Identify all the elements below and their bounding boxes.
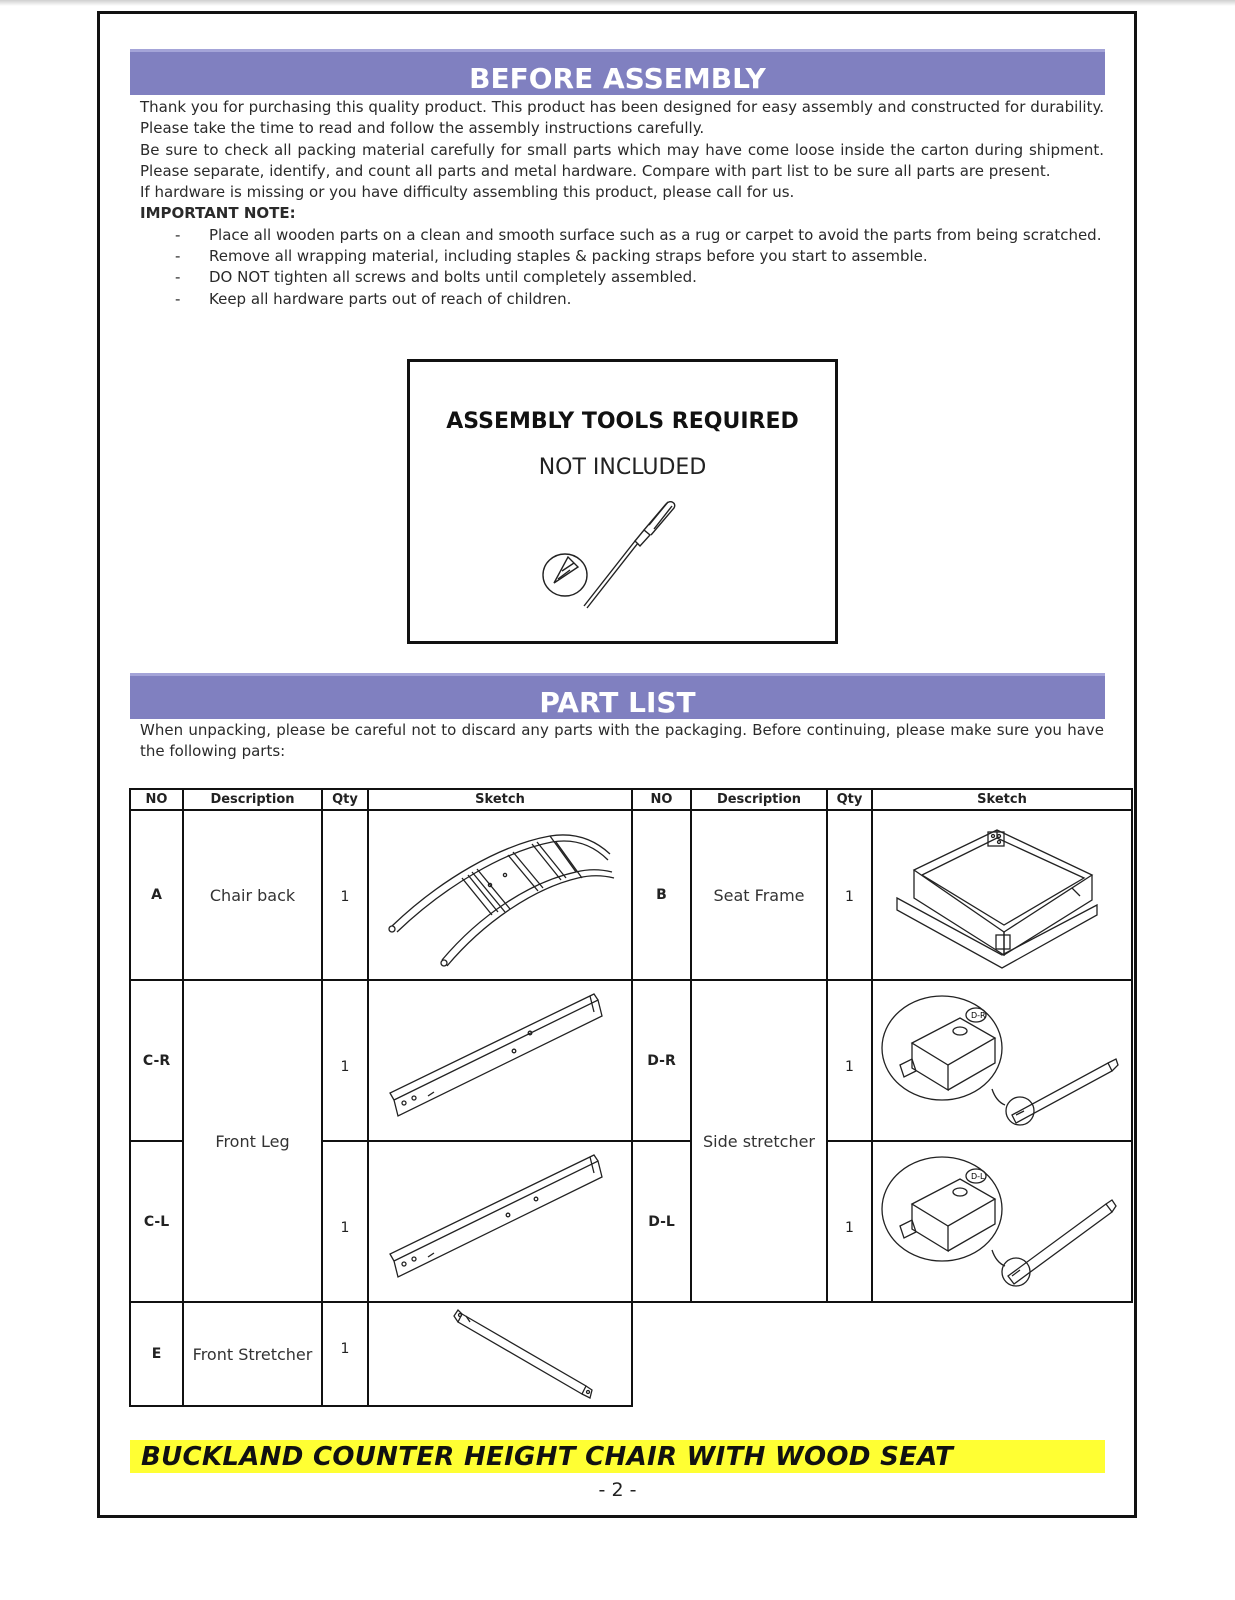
front-leg-right-sketch-icon	[380, 988, 620, 1133]
header-description: Description	[183, 789, 322, 810]
part-no: C-R	[130, 980, 183, 1141]
part-qty: 1	[827, 810, 872, 980]
part-list-intro: When unpacking, please be careful not to discard any parts with the packaging. Before continuing, please make sure you have the following parts:	[140, 721, 1104, 761]
part-description: Front Leg	[183, 980, 322, 1302]
seat-frame-sketch	[872, 810, 1132, 980]
note-item: - Place all wooden parts on a clean and smooth surface such as a rug or carpet to avoid the parts from being scratched.	[175, 225, 1102, 244]
important-note-title: IMPORTANT NOTE:	[140, 204, 296, 223]
intro-paragraph: Thank you for purchasing this quality product. This product has been designed for easy assembly and constructed for durability. Please take the time to read and follow the assembly instructions carefully.	[140, 98, 1104, 138]
part-qty: 1	[322, 810, 368, 980]
tools-title: ASSEMBLY TOOLS REQUIRED	[446, 409, 799, 434]
part-qty: 1	[322, 1302, 368, 1406]
page-number: - 2 -	[598, 1479, 637, 1501]
table-header-row	[130, 789, 1132, 810]
header-qty: Qty	[322, 789, 368, 810]
chair-back-sketch	[368, 810, 632, 980]
note-item: - Remove all wrapping material, including staples & packing straps before you start to assemble.	[175, 247, 928, 266]
part-qty: 1	[827, 980, 872, 1141]
part-qty: 1	[322, 1141, 368, 1302]
table-row	[130, 980, 1132, 1141]
seat-frame-sketch-icon	[892, 820, 1112, 970]
part-no: B	[632, 810, 691, 980]
header-sketch: Sketch	[368, 789, 632, 810]
side-stretcher-left-sketch	[872, 1141, 1132, 1302]
part-qty: 1	[827, 1141, 872, 1302]
before-assembly-title: BEFORE ASSEMBLY	[469, 62, 766, 95]
side-stretcher-right-sketch	[872, 980, 1132, 1141]
before-assembly-text	[140, 97, 1104, 310]
header-description: Description	[691, 789, 827, 810]
part-no: A	[130, 810, 183, 980]
side-stretcher-label: D-R	[970, 1011, 986, 1020]
assembly-tools-box	[407, 359, 838, 644]
part-no: E	[130, 1302, 183, 1406]
part-description: Front Stretcher	[183, 1302, 322, 1406]
part-description: Side stretcher	[691, 980, 827, 1302]
note-item: - DO NOT tighten all screws and bolts until completely assembled.	[175, 268, 697, 287]
part-description: Seat Frame	[691, 810, 827, 980]
part-list-banner	[130, 673, 1105, 719]
header-qty: Qty	[827, 789, 872, 810]
important-notes-list	[140, 225, 1104, 310]
intro-paragraph: Be sure to check all packing material carefully for small parts which may have come loose inside the carton during shipment. Please separate, identify, and count all parts and metal hardware. Compare with part list to be sure all parts are present.	[140, 140, 1104, 180]
front-stretcher-sketch-icon	[400, 1304, 600, 1404]
header-no: NO	[632, 789, 691, 810]
top-edge-shadow	[0, 0, 1235, 6]
note-item: - Keep all hardware parts out of reach of children.	[175, 289, 572, 308]
header-sketch: Sketch	[872, 789, 1132, 810]
front-stretcher-sketch	[368, 1302, 632, 1406]
table-row	[130, 1302, 1132, 1406]
phillips-screwdriver-icon	[540, 497, 710, 612]
front-leg-left-sketch-icon	[380, 1149, 620, 1294]
front-leg-left-sketch	[368, 1141, 632, 1302]
part-qty: 1	[322, 980, 368, 1141]
front-leg-right-sketch	[368, 980, 632, 1141]
tools-subtitle: NOT INCLUDED	[538, 455, 707, 480]
product-name-banner	[130, 1440, 1105, 1473]
table-row	[130, 810, 1132, 980]
product-name: BUCKLAND COUNTER HEIGHT CHAIR WITH WOOD SEAT	[141, 1442, 954, 1472]
part-description: Chair back	[183, 810, 322, 980]
part-list-title: PART LIST	[539, 686, 696, 719]
part-no: D-L	[632, 1141, 691, 1302]
side-stretcher-right-sketch-icon	[880, 993, 1125, 1128]
side-stretcher-label: D-L	[970, 1172, 985, 1181]
before-assembly-banner	[130, 49, 1105, 95]
empty-cell	[632, 1302, 1132, 1406]
part-no: C-L	[130, 1141, 183, 1302]
side-stretcher-left-sketch-icon	[880, 1154, 1125, 1289]
part-no: D-R	[632, 980, 691, 1141]
header-no: NO	[130, 789, 183, 810]
chair-back-sketch-icon	[380, 820, 620, 970]
intro-paragraph: If hardware is missing or you have difficulty assembling this product, please call for us.	[140, 183, 795, 202]
part-list-table	[129, 788, 1133, 1407]
